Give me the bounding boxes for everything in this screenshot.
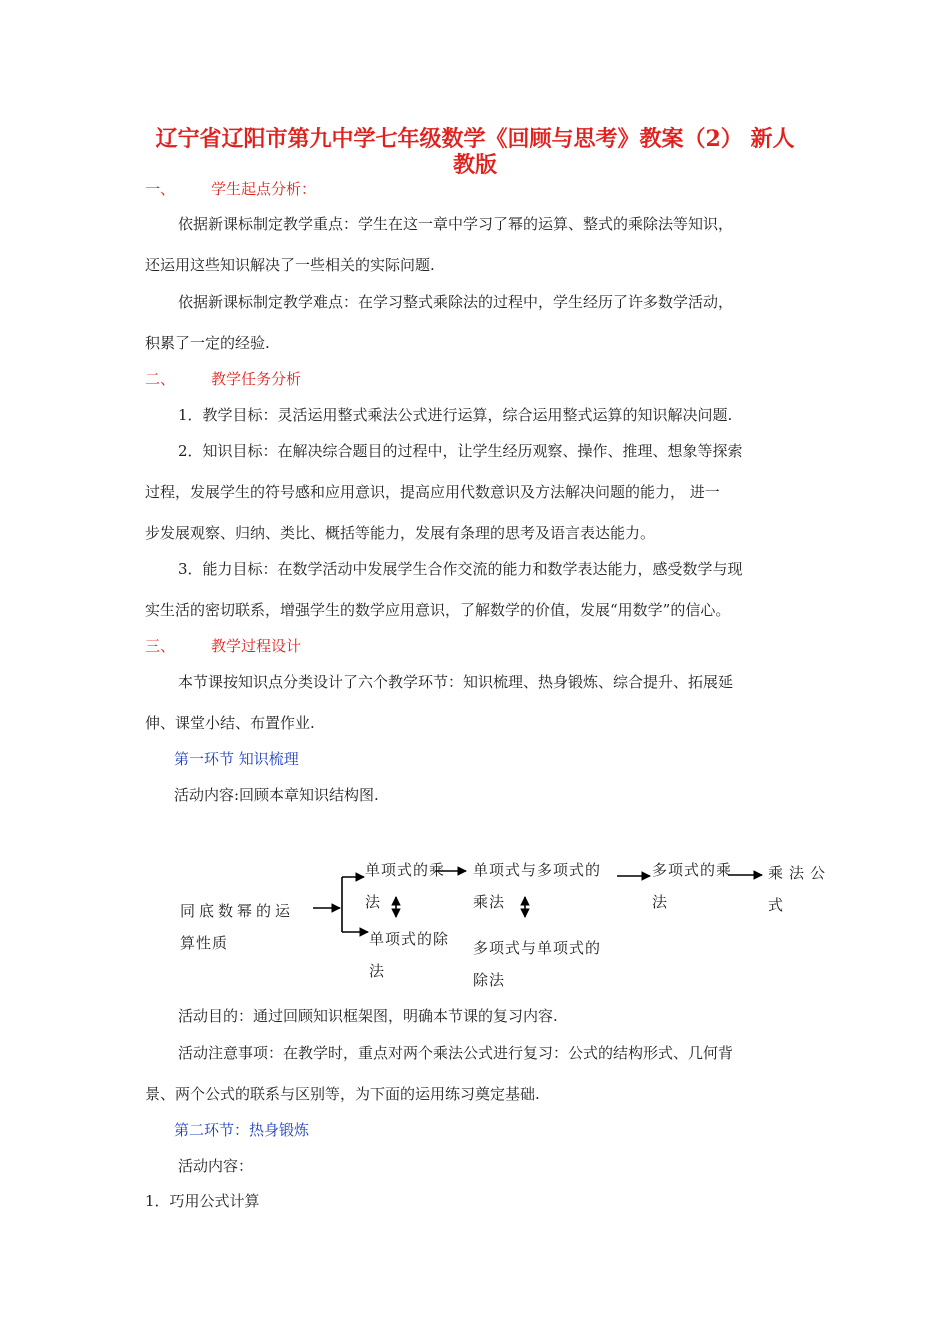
diagram-node-formula-line1: 乘法公 [768,864,832,882]
section-title: 教学任务分析 [211,370,302,388]
diagram-node-mono-div-line1: 单项式的除 [369,930,450,948]
paragraph: 1．教学目标：灵活运用整式乘法公式进行运算，综合运用整式运算的知识解决问题. [178,406,733,424]
section-heading-2 [145,368,301,389]
paragraph: 还运用这些知识解决了一些相关的实际问题. [145,256,435,274]
section-number: 一、 [145,180,176,198]
activity-note: 活动注意事项：在教学时，重点对两个乘法公式进行复习：公式的结构形式、几何背 [178,1044,734,1062]
activity-content: 活动内容： [178,1157,254,1175]
document-title-line2: 教版 [452,152,497,178]
diagram-node-poly-mul-line2: 法 [652,893,669,911]
paragraph: 3．能力目标：在数学活动中发展学生合作交流的能力和数学表达能力，感受数学与现 [178,560,743,578]
paragraph: 2．知识目标：在解决综合题目的过程中，让学生经历观察、操作、推理、想象等探索 [178,442,743,460]
section-number: 二、 [145,370,176,388]
diagram-node-formula-line2: 式 [768,896,785,914]
paragraph: 依据新课标制定教学难点：在学习整式乘除法的过程中，学生经历了许多数学活动， [178,293,734,311]
diagram-node-poly-mono-line2: 除法 [473,971,506,989]
document-title-line1: 辽宁省辽阳市第九中学七年级数学《回顾与思考》教案（2） 新人 [155,126,795,152]
diagram-node-poly-mul-line1: 多项式的乘 [652,861,733,879]
paragraph: 伸、课堂小结、布置作业. [145,714,315,732]
paragraph: 步发展观察、归纳、类比、概括等能力，发展有条理的思考及语言表达能力。 [145,524,656,542]
section-heading-3 [145,635,301,656]
section-heading-1 [145,178,316,199]
diagram-node-mono-mul-line1: 单项式的乘 [365,861,446,879]
diagram-node-poly-mono-line1: 多项式与单项式的 [473,939,602,957]
diagram-node-mono-poly-line2: 乘法 [473,893,506,911]
diagram-node-mono-poly-line1: 单项式与多项式的 [473,861,602,879]
paragraph: 依据新课标制定教学重点：学生在这一章中学习了幂的运算、整式的乘除法等知识， [178,215,734,233]
diagram-node-mono-mul-line2: 法 [365,893,382,911]
paragraph: 实生活的密切联系，增强学生的数学应用意识，了解数学的价值，发展“用数学”的信心。 [145,601,731,619]
section-number: 三、 [145,637,176,655]
diagram-node-root-line1: 同底数幂的运 [180,902,295,920]
paragraph: 积累了一定的经验. [145,334,270,352]
paragraph: 本节课按知识点分类设计了六个教学环节：知识梳理、热身锻炼、综合提升、拓展延 [178,673,734,691]
paragraph: 过程，发展学生的符号感和应用意识，提高应用代数意识及方法解决问题的能力， 进一 [145,483,720,501]
activity-goal: 活动目的：通过回顾知识框架图，明确本节课的复习内容. [178,1007,558,1025]
section-title: 学生起点分析： [211,180,317,198]
activity-content: 活动内容:回顾本章知识结构图. [174,786,379,804]
step-heading-2: 第二环节：热身锻炼 [174,1121,310,1139]
activity-note: 景、两个公式的联系与区别等，为下面的运用练习奠定基础. [145,1085,540,1103]
section-title: 教学过程设计 [211,637,302,655]
step-heading-1: 第一环节 知识梳理 [174,750,299,768]
list-item: 1．巧用公式计算 [145,1192,260,1210]
diagram-node-mono-div-line2: 法 [369,962,386,980]
diagram-node-root-line2: 算性质 [180,934,229,952]
